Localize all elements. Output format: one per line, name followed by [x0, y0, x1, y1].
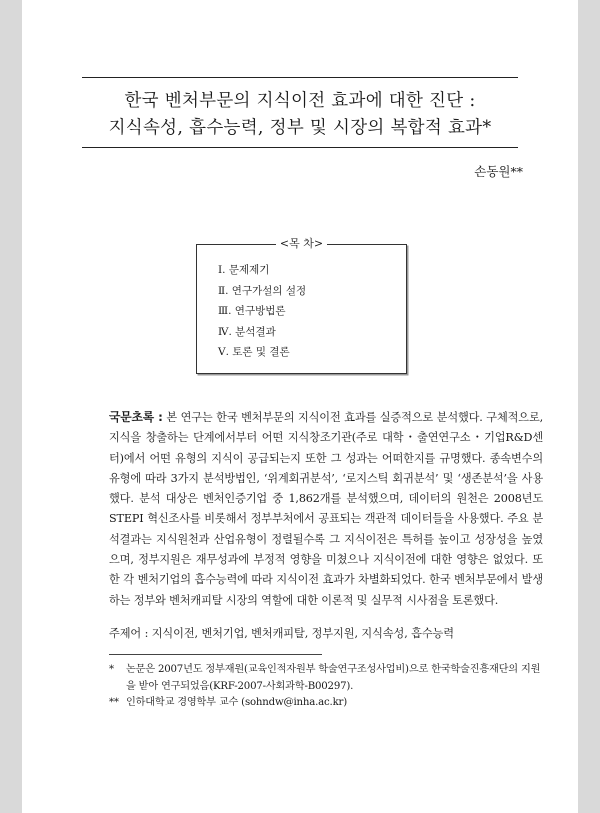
title-bottom-rule — [82, 147, 518, 148]
footnote-rule — [109, 654, 322, 655]
toc-list — [218, 260, 306, 363]
toc-item: Ⅰ. 문제제기 — [218, 264, 270, 276]
footnote-mark: ** — [109, 697, 119, 708]
title-line-2: 지식속성, 흡수능력, 정부 및 시장의 복합적 효과* — [108, 118, 492, 138]
footnote-text: 인하대학교 경영학부 교수 (sohndw@inha.ac.kr) — [126, 697, 347, 708]
toc-heading — [197, 236, 406, 252]
toc-item: Ⅴ. 토론 및 결론 — [218, 346, 290, 359]
footnote — [109, 695, 543, 712]
footnotes — [109, 662, 543, 712]
title-top-rule — [82, 77, 518, 78]
toc-item: Ⅲ. 연구방법론 — [218, 305, 286, 318]
toc-item: Ⅳ. 분석결과 — [218, 325, 276, 338]
table-of-contents — [196, 237, 407, 374]
toc-heading-text: <목 차> — [276, 237, 327, 250]
footnote — [109, 662, 543, 695]
footnote-mark: * — [109, 664, 114, 675]
title-line-1: 한국 벤처부문의 지식이전 효과에 대한 진단 : — [124, 91, 476, 111]
paper-page — [22, 0, 578, 813]
author-name: 손동원** — [474, 164, 523, 179]
toc-item: Ⅱ. 연구가설의 설정 — [218, 284, 307, 297]
abstract-text: 본 연구는 한국 벤처부문의 지식이전 효과를 실증적으로 분석했다. 구체적으로, 지식을 창출하는 단계에서부터 어떤 지식창조기관(주로 대학・출연연구소・기업R&D센터)에서 어떤 유형의 지식이 공급되는지 또한 그 성과는 어떠한지를 규명했다. 종속변수의 유형에 따라 3가지 분석방법인, ‘위계회귀분석’, ‘로지스틱 회귀분석’ 및 ‘생존분석’을 사용했다. 분석 대상은 벤처인증기업 중 1,862개를 분석했으며, 데이터의 원천은 2008년도 STEPI 혁신조사를 비롯해서 정부부처에서 공표되는 객관적 데이터들을 사용했다. 주요 분석결과는 지식원천과 산업유형이 정렬될수록 그 지식이전은 특허를 높이고 성장성을 높였으며, 정부지원은 재무성과에 부정적 영향을 미쳤으나 지식이전에 대한 영향은 없었다. 또한 각 벤처기업의 흡수능력에 따라 지식이전 효과가 차별화되었다. 한국 벤처부문에서 발생하는 정부와 벤처캐피탈 시장의 역할에 대한 이론적 및 실무적 시사점을 토론했다. — [109, 411, 544, 607]
footnote-text: 논문은 2007년도 정부재원(교육인적자원부 학술연구조성사업비)으로 한국학술진흥재단의 지원을 받아 연구되었음(KRF-2007-사회과학-B00297). — [126, 664, 541, 692]
korean-abstract — [109, 407, 543, 611]
abstract-label: 국문초록 : — [109, 410, 163, 424]
keywords: 주제어 : 지식이전, 벤처기업, 벤처캐피탈, 정부지원, 지식속성, 흡수능력 — [109, 627, 454, 640]
paper-title — [82, 88, 518, 142]
